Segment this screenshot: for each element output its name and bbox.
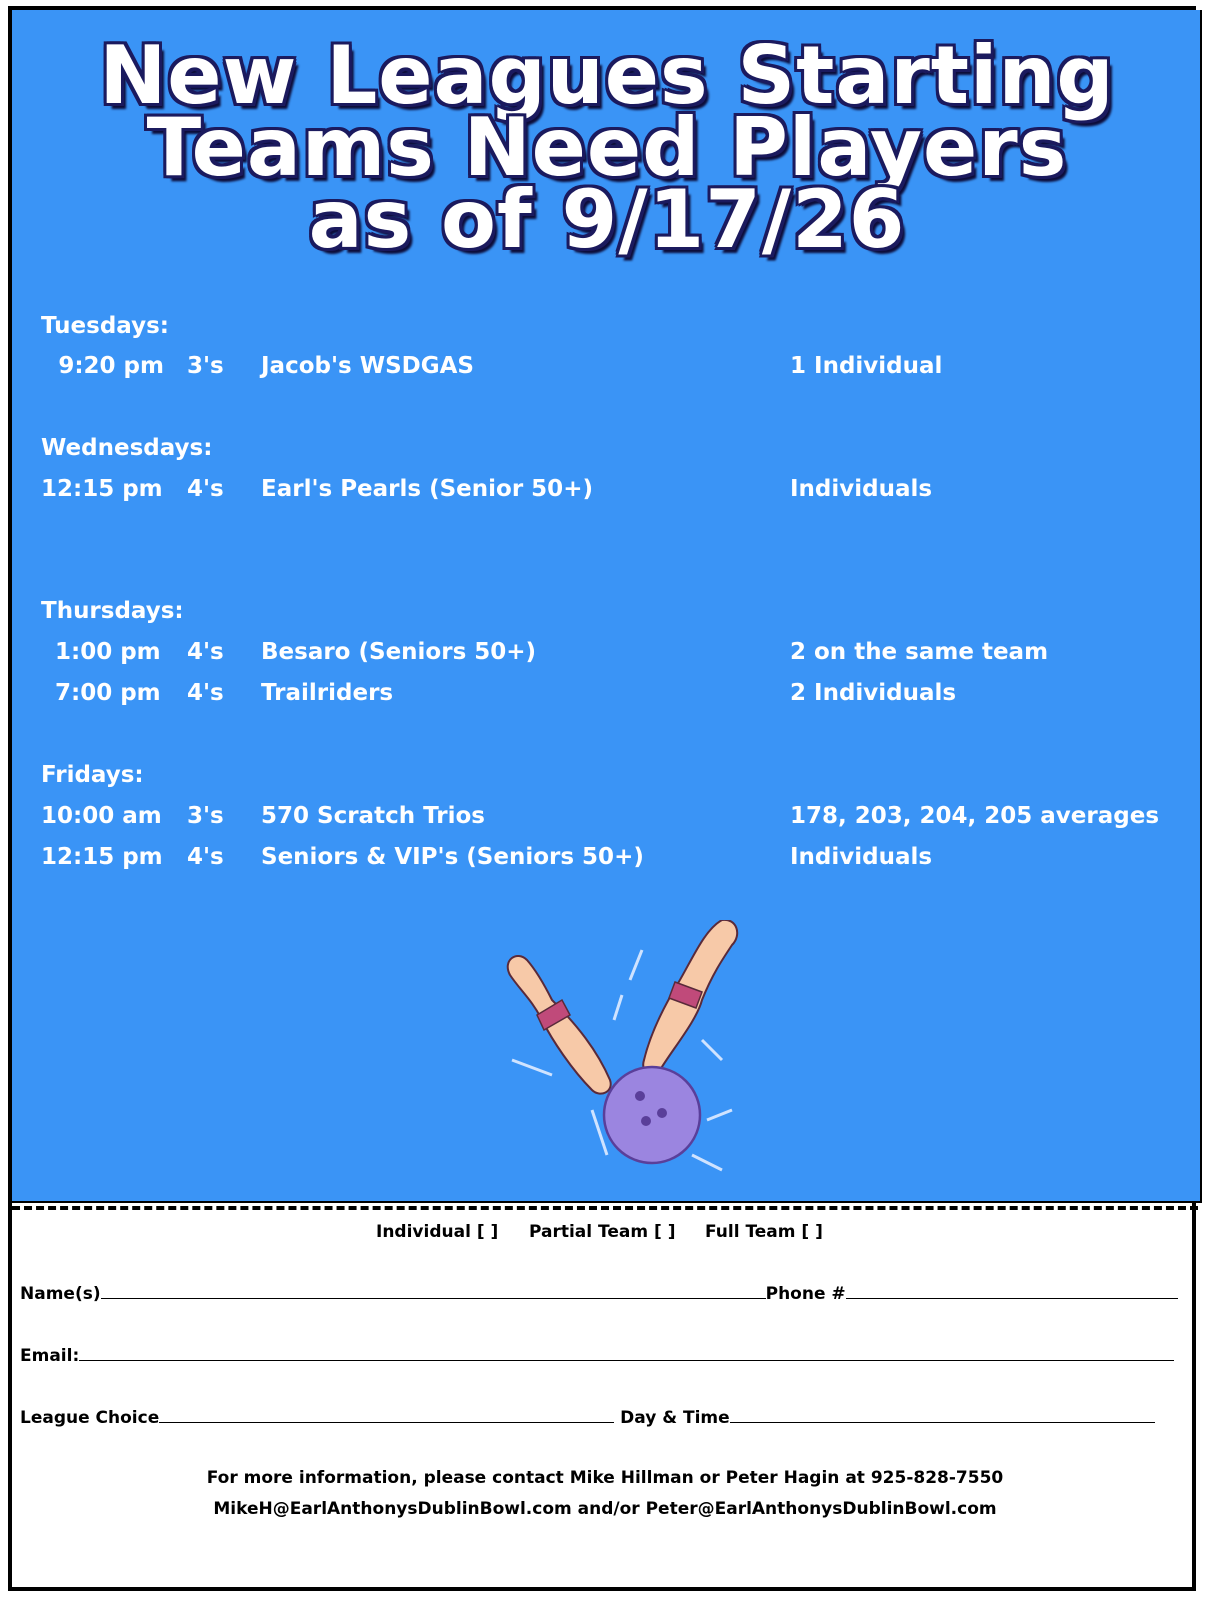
- cut-line: [12, 1206, 1198, 1210]
- headline: [12, 29, 1202, 266]
- phone-line[interactable]: [846, 1284, 1178, 1299]
- contact-emails: MikeH@EarlAnthonysDublinBowl.com and/or Peter@EarlAnthonysDublinBowl.com: [213, 1499, 997, 1519]
- row-league: 570 Scratch Trios: [261, 803, 485, 829]
- name-label: Name(s): [20, 1284, 101, 1304]
- bowling-ball-and-pins-icon: [492, 920, 752, 1200]
- email-field[interactable]: [20, 1346, 1174, 1366]
- row-need: Individuals: [790, 844, 933, 870]
- row-format: 4's: [187, 680, 224, 706]
- name-line[interactable]: [101, 1284, 766, 1299]
- option-partial-team[interactable]: Partial Team [ ]: [529, 1222, 676, 1242]
- daytime-label: Day & Time: [620, 1408, 730, 1428]
- row-need: 178, 203, 204, 205 averages: [790, 803, 1160, 829]
- row-league: Jacob's WSDGAS: [261, 353, 474, 379]
- contact-info: For more information, please contact Mike Hillman or Peter Hagin at 925-828-7550: [206, 1468, 1004, 1488]
- row-league: Trailriders: [261, 680, 394, 706]
- row-league: Seniors & VIP's (Seniors 50+): [261, 844, 644, 870]
- option-individual[interactable]: Individual [ ]: [376, 1222, 499, 1242]
- row-time: 7:00 pm: [55, 680, 161, 706]
- row-league: Earl's Pearls (Senior 50+): [261, 476, 593, 502]
- row-time: 9:20 pm: [58, 353, 164, 379]
- row-need: Individuals: [790, 476, 933, 502]
- day-heading-tuesdays: Tuesdays:: [41, 313, 169, 339]
- day-heading-thursdays: Thursdays:: [41, 598, 184, 624]
- email-label: Email:: [20, 1346, 80, 1366]
- row-time: 12:15 pm: [41, 476, 163, 502]
- flyer: [8, 6, 1196, 1591]
- day-heading-fridays: Fridays:: [41, 762, 144, 788]
- row-need: 1 Individual: [790, 353, 943, 379]
- row-format: 4's: [187, 844, 224, 870]
- row-format: 4's: [187, 476, 224, 502]
- headline-line-2: Teams Need Players: [146, 101, 1068, 194]
- row-format: 3's: [187, 803, 224, 829]
- day-heading-wednesdays: Wednesdays:: [41, 435, 213, 461]
- row-format: 3's: [187, 353, 224, 379]
- league-line[interactable]: [159, 1408, 614, 1423]
- row-format: 4's: [187, 639, 224, 665]
- row-time: 1:00 pm: [55, 639, 161, 665]
- headline-line-3: as of 9/17/26: [308, 173, 906, 266]
- blue-panel: [12, 10, 1202, 1203]
- league-label: League Choice: [20, 1408, 160, 1428]
- league-field[interactable]: [20, 1408, 1155, 1428]
- row-league: Besaro (Seniors 50+): [261, 639, 537, 665]
- headline-line-1: New Leagues Starting: [99, 29, 1115, 122]
- email-line[interactable]: [79, 1346, 1174, 1361]
- row-need: 2 on the same team: [790, 639, 1049, 665]
- row-time: 10:00 am: [41, 803, 162, 829]
- name-field[interactable]: [20, 1284, 1178, 1304]
- row-time: 12:15 pm: [41, 844, 163, 870]
- phone-label: Phone #: [765, 1284, 846, 1304]
- option-full-team[interactable]: Full Team [ ]: [705, 1222, 823, 1242]
- row-need: 2 Individuals: [790, 680, 957, 706]
- daytime-line[interactable]: [730, 1408, 1155, 1423]
